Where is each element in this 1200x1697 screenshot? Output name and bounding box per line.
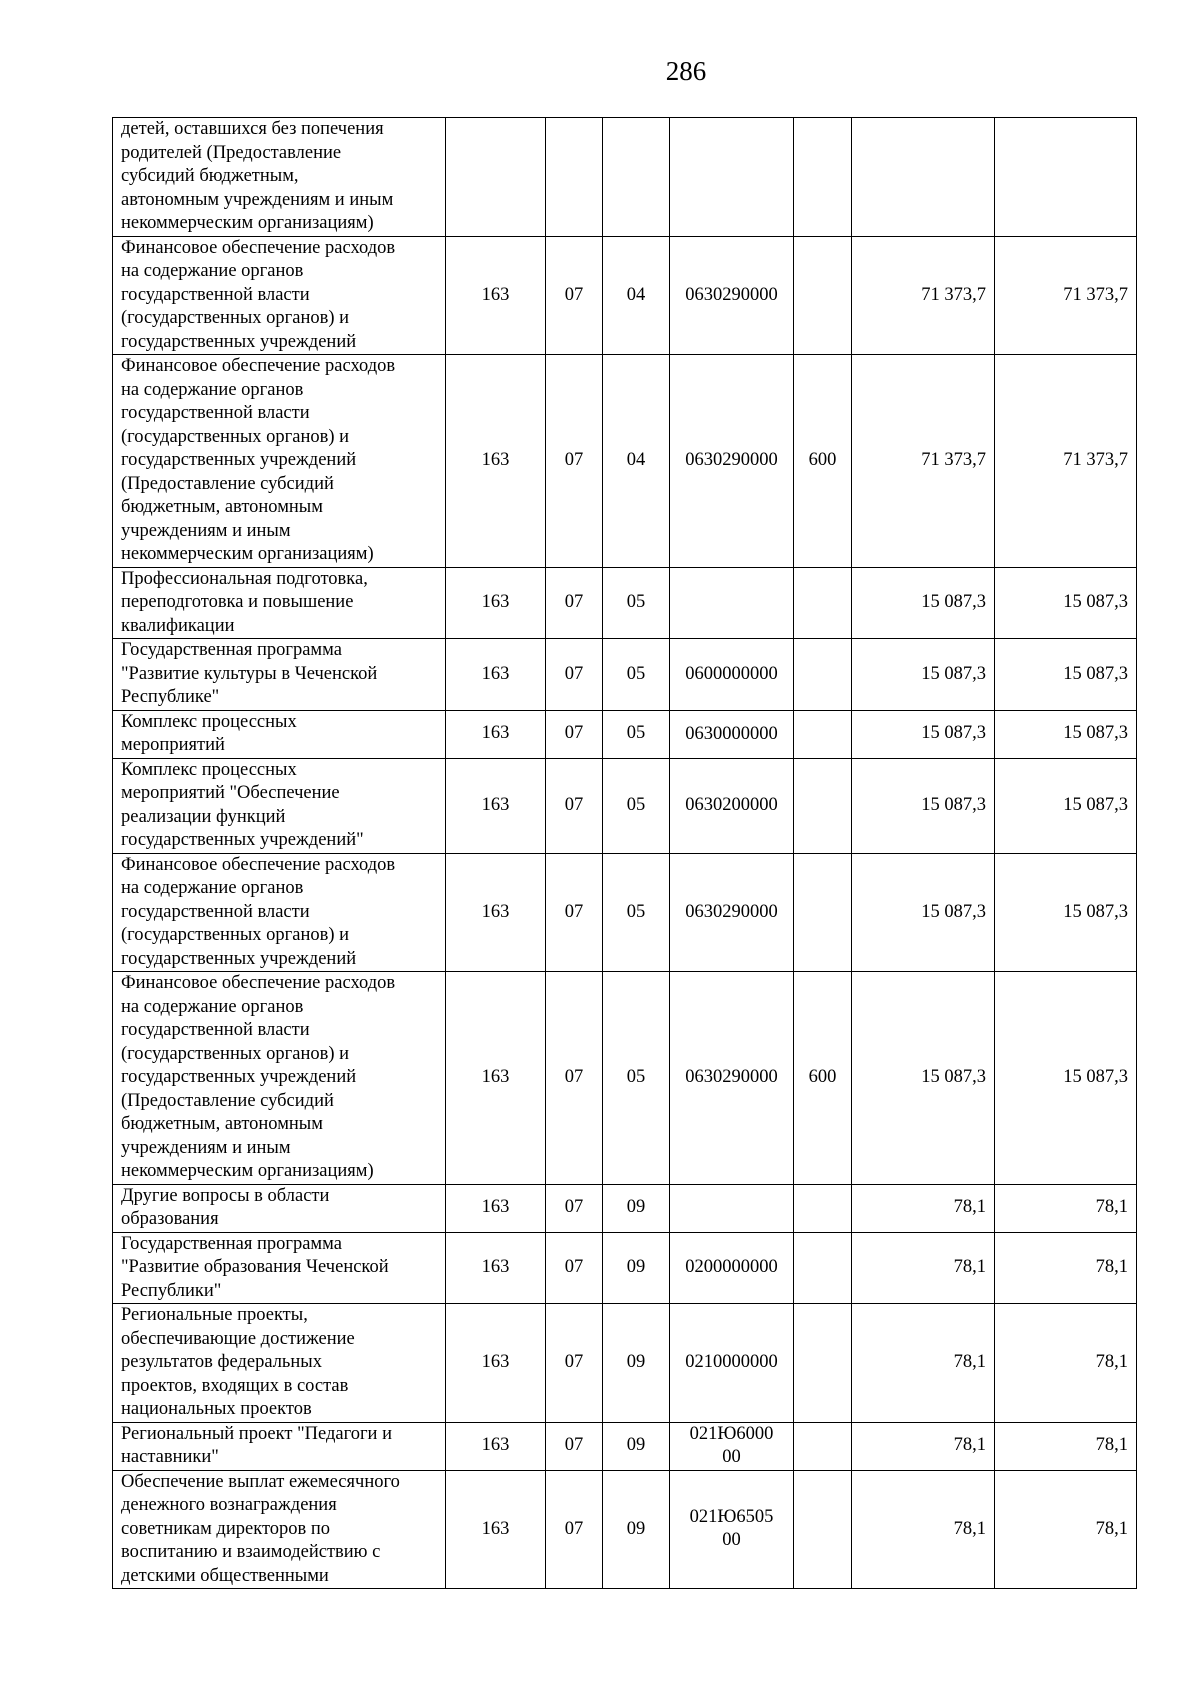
amount-year1-text: 71 373,7	[921, 284, 986, 305]
amount-year1-cell	[852, 853, 995, 972]
table-row	[113, 236, 1137, 355]
description-cell	[113, 1232, 446, 1304]
expense-type-cell	[794, 1422, 852, 1470]
amount-year2-cell	[995, 1470, 1137, 1589]
subsection-code-cell	[603, 972, 670, 1185]
ministry-code-text: 163	[481, 592, 510, 612]
target-article-text: 0600000000	[685, 663, 778, 684]
budget-table	[112, 117, 1137, 1589]
target-article-text: 0210000000	[685, 1352, 778, 1373]
expense-type-cell	[794, 972, 852, 1185]
table-row	[113, 1232, 1137, 1304]
amount-year1-text: 78,1	[953, 1518, 986, 1539]
section-code-text: 07	[564, 284, 584, 305]
section-code-cell	[546, 758, 603, 853]
target-article-cell	[670, 1470, 794, 1589]
subsection-code-text: 09	[626, 1518, 646, 1539]
expense-type-cell	[794, 1304, 852, 1423]
target-article-cell	[670, 853, 794, 972]
expense-type-cell	[794, 1232, 852, 1304]
subsection-code-text: 04	[626, 450, 646, 470]
target-article-cell	[670, 118, 794, 237]
ministry-code-text: 163	[481, 1067, 510, 1087]
subsection-code-cell	[603, 1422, 670, 1470]
description-text: Финансовое обеспечение расходов на содержание органов государственной власти (государственных органов) и государственных учреждений (Предоставление субсидий бюджетным, автономным учреждениям и иным некоммерческим организациям)	[121, 356, 396, 564]
ministry-code-cell	[446, 1422, 546, 1470]
ministry-code-cell	[446, 567, 546, 639]
amount-year2-text: 15 087,3	[1063, 723, 1128, 744]
description-text: Другие вопросы в области образования	[121, 1185, 330, 1229]
amount-year1-text: 15 087,3	[921, 592, 986, 612]
target-article-cell	[670, 567, 794, 639]
ministry-code-text: 163	[481, 901, 510, 922]
target-article-text: 021Ю6505 00	[689, 1507, 774, 1551]
description-cell	[113, 853, 446, 972]
target-article-cell	[670, 758, 794, 853]
expense-type-cell	[794, 758, 852, 853]
ministry-code-cell	[446, 1184, 546, 1232]
section-code-text: 07	[564, 901, 584, 922]
amount-year2-text: 78,1	[1095, 1518, 1128, 1539]
target-article-text: 0630290000	[685, 284, 778, 305]
amount-year2-text: 15 087,3	[1063, 663, 1128, 684]
amount-year2-cell	[995, 639, 1137, 711]
amount-year1-text: 15 087,3	[921, 794, 986, 815]
ministry-code-cell	[446, 972, 546, 1185]
amount-year2-text: 15 087,3	[1063, 1067, 1128, 1087]
description-text: Региональные проекты, обеспечивающие достижение результатов федеральных проектов, входящих в состав национальных проектов	[121, 1305, 355, 1419]
table-row	[113, 355, 1137, 568]
target-article-cell	[670, 639, 794, 711]
description-text: детей, оставшихся без попечения родителей (Предоставление субсидий бюджетным, автономным учреждениям и иным некоммерческим организациям)	[121, 119, 394, 233]
subsection-code-cell	[603, 355, 670, 568]
description-cell	[113, 1470, 446, 1589]
table-row	[113, 567, 1137, 639]
ministry-code-cell	[446, 1232, 546, 1304]
subsection-code-cell	[603, 710, 670, 758]
amount-year1-cell	[852, 758, 995, 853]
amount-year1-text: 15 087,3	[921, 663, 986, 684]
description-text: Комплекс процессных мероприятий "Обеспечение реализации функций государственных учреждений"	[121, 759, 364, 850]
expense-type-cell	[794, 710, 852, 758]
table-row	[113, 710, 1137, 758]
ministry-code-cell	[446, 758, 546, 853]
amount-year1-cell	[852, 1184, 995, 1232]
amount-year2-cell	[995, 236, 1137, 355]
amount-year1-cell	[852, 118, 995, 237]
ministry-code-text: 163	[481, 450, 510, 470]
description-cell	[113, 236, 446, 355]
amount-year1-text: 78,1	[953, 1257, 986, 1277]
subsection-code-cell	[603, 639, 670, 711]
amount-year1-text: 78,1	[953, 1435, 986, 1456]
subsection-code-text: 05	[626, 592, 646, 612]
amount-year1-text: 78,1	[953, 1352, 986, 1372]
subsection-code-cell	[603, 758, 670, 853]
section-code-text: 07	[564, 1352, 584, 1372]
ministry-code-text: 163	[481, 1197, 510, 1218]
subsection-code-text: 09	[626, 1435, 646, 1456]
description-text: Государственная программа "Развитие культуры в Чеченской Республике"	[121, 640, 378, 707]
target-article-cell	[670, 710, 794, 758]
ministry-code-text: 163	[481, 723, 510, 744]
table-row	[113, 1184, 1137, 1232]
subsection-code-cell	[603, 1304, 670, 1423]
description-cell	[113, 1304, 446, 1423]
ministry-code-text: 163	[481, 663, 510, 684]
amount-year2-text: 78,1	[1095, 1257, 1128, 1277]
amount-year1-cell	[852, 1304, 995, 1423]
ministry-code-text: 163	[481, 1435, 510, 1456]
section-code-text: 07	[564, 592, 584, 612]
ministry-code-text: 163	[481, 794, 510, 815]
section-code-cell	[546, 1184, 603, 1232]
amount-year1-cell	[852, 567, 995, 639]
description-text: Государственная программа "Развитие образования Чеченской Республики"	[121, 1233, 389, 1301]
ministry-code-cell	[446, 118, 546, 237]
amount-year1-text: 78,1	[953, 1197, 986, 1218]
description-text: Региональный проект "Педагоги и наставники"	[121, 1423, 392, 1467]
section-code-text: 07	[564, 1257, 584, 1277]
section-code-cell	[546, 972, 603, 1185]
description-text: Профессиональная подготовка, переподготовка и повышение квалификации	[121, 568, 368, 636]
amount-year2-cell	[995, 972, 1137, 1185]
section-code-cell	[546, 1470, 603, 1589]
section-code-cell	[546, 639, 603, 711]
target-article-text: 0630200000	[685, 795, 778, 815]
amount-year2-cell	[995, 710, 1137, 758]
subsection-code-text: 05	[626, 794, 646, 815]
table-row	[113, 1422, 1137, 1470]
subsection-code-text: 09	[626, 1257, 646, 1277]
table-row	[113, 639, 1137, 711]
ministry-code-text: 163	[481, 284, 510, 305]
description-cell	[113, 758, 446, 853]
target-article-text: 0630290000	[685, 901, 778, 922]
ministry-code-cell	[446, 236, 546, 355]
amount-year2-text: 78,1	[1095, 1435, 1128, 1456]
subsection-code-text: 09	[626, 1197, 646, 1218]
amount-year1-cell	[852, 355, 995, 568]
description-cell	[113, 1184, 446, 1232]
ministry-code-cell	[446, 1304, 546, 1423]
subsection-code-cell	[603, 236, 670, 355]
ministry-code-cell	[446, 710, 546, 758]
amount-year1-cell	[852, 1470, 995, 1589]
subsection-code-text: 05	[626, 901, 646, 922]
amount-year2-cell	[995, 1422, 1137, 1470]
expense-type-cell	[794, 118, 852, 237]
section-code-text: 07	[564, 450, 584, 470]
amount-year2-text: 15 087,3	[1063, 794, 1128, 815]
description-cell	[113, 972, 446, 1185]
amount-year1-text: 15 087,3	[921, 723, 986, 744]
expense-type-text: 600	[808, 1067, 837, 1087]
table-row	[113, 972, 1137, 1185]
section-code-cell	[546, 355, 603, 568]
description-cell	[113, 355, 446, 568]
section-code-cell	[546, 853, 603, 972]
description-cell	[113, 1422, 446, 1470]
ministry-code-text: 163	[481, 1518, 510, 1539]
amount-year2-text: 71 373,7	[1063, 284, 1128, 305]
expense-type-cell	[794, 355, 852, 568]
subsection-code-cell	[603, 1184, 670, 1232]
subsection-code-text: 04	[626, 284, 646, 305]
amount-year1-cell	[852, 1232, 995, 1304]
description-text: Финансовое обеспечение расходов на содержание органов государственной власти (государственных органов) и государственных учреждений (Предоставление субсидий бюджетным, автономным учреждениям и иным некоммерческим организациям)	[121, 973, 396, 1181]
description-text: Комплекс процессных мероприятий	[121, 711, 297, 755]
expense-type-cell	[794, 1184, 852, 1232]
expense-type-cell	[794, 639, 852, 711]
expense-type-cell	[794, 1470, 852, 1589]
section-code-cell	[546, 236, 603, 355]
section-code-text: 07	[564, 1197, 584, 1218]
amount-year2-text: 78,1	[1095, 1197, 1128, 1218]
amount-year2-cell	[995, 853, 1137, 972]
section-code-text: 07	[564, 1518, 584, 1539]
amount-year2-text: 15 087,3	[1063, 901, 1128, 922]
amount-year2-text: 15 087,3	[1063, 592, 1128, 612]
table-row	[113, 1470, 1137, 1589]
description-text: Обеспечение выплат ежемесячного денежного вознаграждения советникам директоров по воспитанию и взаимодействию с детскими общественными	[121, 1471, 400, 1586]
amount-year2-cell	[995, 758, 1137, 853]
description-cell	[113, 118, 446, 237]
subsection-code-text: 05	[626, 1067, 646, 1087]
amount-year1-cell	[852, 710, 995, 758]
expense-type-cell	[794, 567, 852, 639]
subsection-code-cell	[603, 1232, 670, 1304]
target-article-text: 0630290000	[685, 1067, 778, 1088]
table-row	[113, 853, 1137, 972]
ministry-code-text: 163	[481, 1352, 510, 1372]
description-text: Финансовое обеспечение расходов на содержание органов государственной власти (государственных органов) и государственных учреждений	[121, 854, 396, 969]
amount-year2-cell	[995, 118, 1137, 237]
ministry-code-cell	[446, 355, 546, 568]
description-cell	[113, 710, 446, 758]
target-article-cell	[670, 355, 794, 568]
section-code-cell	[546, 118, 603, 237]
ministry-code-cell	[446, 639, 546, 711]
section-code-cell	[546, 1232, 603, 1304]
table-body	[113, 118, 1137, 1589]
description-text: Финансовое обеспечение расходов на содержание органов государственной власти (государственных органов) и государственных учреждений	[121, 237, 396, 352]
amount-year1-text: 15 087,3	[921, 901, 986, 922]
amount-year2-cell	[995, 1232, 1137, 1304]
target-article-text: 0630290000	[685, 450, 778, 471]
subsection-code-text: 09	[626, 1352, 646, 1372]
description-cell	[113, 639, 446, 711]
page-number: 286	[665, 56, 707, 86]
subsection-code-text: 05	[626, 723, 646, 744]
amount-year1-cell	[852, 972, 995, 1185]
section-code-text: 07	[564, 723, 584, 744]
amount-year1-text: 71 373,7	[921, 450, 986, 470]
expense-type-text: 600	[808, 450, 837, 470]
subsection-code-cell	[603, 1470, 670, 1589]
target-article-cell	[670, 1422, 794, 1470]
target-article-cell	[670, 972, 794, 1185]
subsection-code-cell	[603, 118, 670, 237]
table-row	[113, 118, 1137, 237]
section-code-text: 07	[564, 1435, 584, 1456]
subsection-code-text: 05	[626, 663, 646, 684]
amount-year1-cell	[852, 639, 995, 711]
target-article-text: 021Ю6000 00	[689, 1424, 774, 1467]
ministry-code-cell	[446, 1470, 546, 1589]
amount-year2-text: 71 373,7	[1063, 450, 1128, 470]
expense-type-cell	[794, 853, 852, 972]
subsection-code-cell	[603, 567, 670, 639]
target-article-text: 0200000000	[685, 1257, 778, 1278]
target-article-cell	[670, 1232, 794, 1304]
amount-year2-text: 78,1	[1095, 1352, 1128, 1372]
ministry-code-cell	[446, 853, 546, 972]
section-code-text: 07	[564, 663, 584, 684]
table-row	[113, 758, 1137, 853]
target-article-cell	[670, 236, 794, 355]
section-code-cell	[546, 1422, 603, 1470]
section-code-text: 07	[564, 794, 584, 815]
amount-year1-cell	[852, 236, 995, 355]
amount-year1-text: 15 087,3	[921, 1067, 986, 1087]
amount-year2-cell	[995, 567, 1137, 639]
amount-year2-cell	[995, 1304, 1137, 1423]
target-article-cell	[670, 1184, 794, 1232]
description-cell	[113, 567, 446, 639]
amount-year2-cell	[995, 355, 1137, 568]
subsection-code-cell	[603, 853, 670, 972]
section-code-cell	[546, 1304, 603, 1423]
table-row	[113, 1304, 1137, 1423]
target-article-text: 0630000000	[685, 723, 778, 744]
section-code-cell	[546, 710, 603, 758]
expense-type-cell	[794, 236, 852, 355]
target-article-cell	[670, 1304, 794, 1423]
section-code-text: 07	[564, 1067, 584, 1087]
amount-year1-cell	[852, 1422, 995, 1470]
ministry-code-text: 163	[481, 1257, 510, 1277]
section-code-cell	[546, 567, 603, 639]
amount-year2-cell	[995, 1184, 1137, 1232]
